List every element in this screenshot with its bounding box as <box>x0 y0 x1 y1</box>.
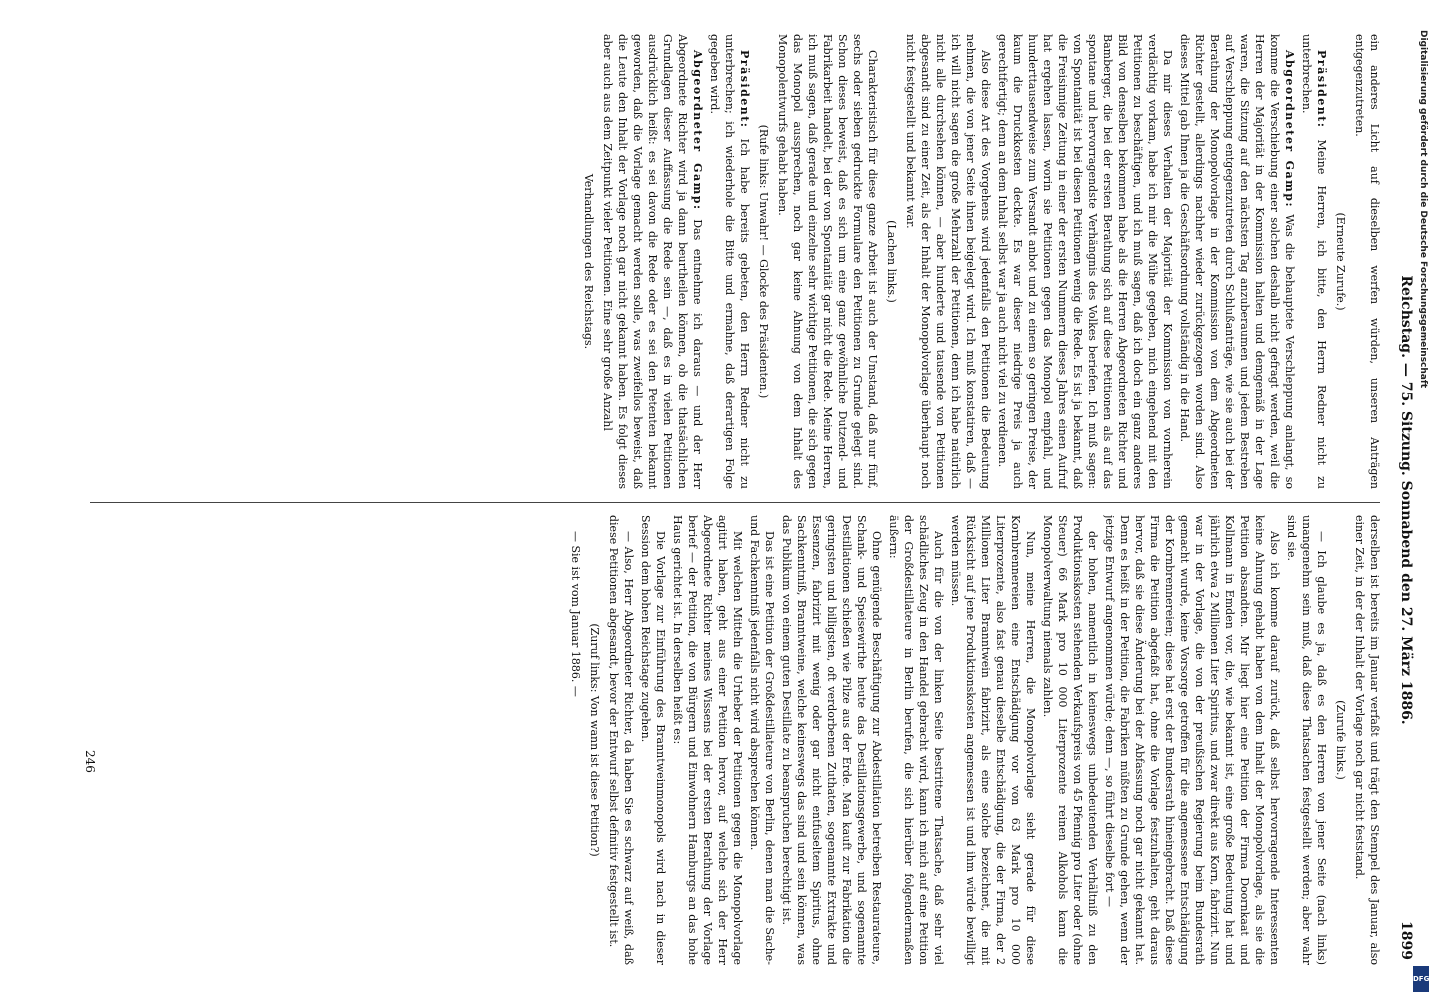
interjection: (Rufe links: Unwahr! — Glocke des Präsidenten.) <box>757 124 770 399</box>
side-credit-text: Digitalisierung gefördert durch die Deutsche Forschungsgemeinschaft <box>1418 30 1428 389</box>
interjection: (Zuruf links: Von wann ist diese Petition?) <box>588 623 601 857</box>
left-column <box>92 34 1382 489</box>
text-paragraph: Das ist eine Petition der Großdestillateure von Berlin, denen man die Sache- und Fachkenntniß jedenfalls nicht wird absprechen können. <box>748 515 776 965</box>
speaker-name: Präsident: <box>1315 50 1328 129</box>
speech-text: Meine Herren, ich bitte, den Herrn Redner nicht zu unterbrechen. <box>1300 34 1328 489</box>
page-footer-number: 246 <box>83 750 97 773</box>
speaker-name: Abgeordneter Gamp: <box>691 50 704 211</box>
speech-text: Was die behauptete Verschleppung anlangt, so komme die Verschiebung einer solchen deshalb nicht gefragt werden, weil die Herren der Majorität in der Kommission halten und demgemäß in der Lage waren, die Sitzung auf den nächsten Tag anzuberaumen und jedem Bestreben auf Verschleppung entgegenzutreten durch Schlußanträge, wie sie auch bei der Berathung der Monopolvorlage in der Kommission von dem Abgeordneten Richter gestellt, allerdings nachher wieder zurückgezogen worden sind. Also dieses Mittel gab Ihnen ja die Geschäftsordnung vollständig in die Hand. <box>1178 34 1296 489</box>
interjection: (Lachen links.) <box>885 220 898 303</box>
text-paragraph: Da mir dieses Verhalten der Majorität der Kommission von vornherein verdächtig vorkam, habe ich mir die Mühe gegeben, mich eingehend mit den Petitionen zu beschäftigen, und ich muß sagen, daß ich doch ein ganz anderes Bild von denselben bekommen habe als die Herren Abgeordneten Richter und Bamberger, die bei der ersten Berathung sich auf diese Petitionen als auf das spontane und hervorragendste Verhängnis des Volkes beriefen. Ich muß sagen: von Spontanität ist bei diesen Petitionen wenig die Rede. Es ist ja bekannt, daß die Freisinnige Zeitung in einer der ersten Nummern dieses Jahres einen Aufruf hat ergehen lassen, worin sie Petitionen gegen das Monopol empfahl, und hunderttausendweise zum Versandt anbot und zu einem so geringen Preise, der kaum die Druckkosten deckte. Es war dieser niedrige Preis ja auch gerechtfertigt; denn an dem Inhalt selbst war ja auch nicht viel zu verdienen. <box>996 34 1174 489</box>
text-paragraph: Die Vorlage zur Einführung des Branntweinmonopols wird nach in dieser Session dem hohen Reichstage zugehen. <box>639 515 667 965</box>
text-paragraph: derselben ist bereits im Januar verfaßt und trägt den Stempel des Januar, also einer Zeit, in der der Inhalt der Vorlage noch gar nicht feststand. <box>1353 515 1381 965</box>
dfg-logo: DFG <box>1413 966 1429 992</box>
column-footer: Verhandlungen des Reichstags. <box>582 173 595 350</box>
running-head <box>1392 40 1414 960</box>
speech-paragraph <box>1177 34 1297 489</box>
text-paragraph: — Also, Herr Abgeordneter Richter, da haben Sie es schwarz auf weiß, daß diese Petitionen abgesandt, bevor der Entwurf selbst definitiv festgestellt ist. <box>607 515 635 965</box>
column-divider <box>90 502 1380 503</box>
text-paragraph: Charakteristisch für diese ganze Arbeit ist auch der Umstand, daß nur fünf, sechs oder sieben gedruckte Formulare den Petitionen zu Grunde gelegt sind. Schon dieses beweist, daß es sich um eine ganz gewöhnliche Dutzend- und Fabrikarbeit handelt, bei der von Spontanität gar nicht die Rede. Meine Herren, ich muß sagen, daß gerade und einzelne sehr wichtige Petitionen, die sich gegen das Monopol aussprechen, noch gar keine Ahnung von dem Inhalt des Monopolentwurfs gehabt haben. <box>776 34 879 489</box>
text-paragraph: Also diese Art des Vorgehens wird jedenfalls den Petitionen die Bedeutung nehmen, die von jener Seite ihnen beigelegt wird. Ich muß konstatiren, daß — ich will nicht sagen die große Mehrzahl der Petitionen, denn ich habe natürlich nicht alle durchsehen können, — aber hunderte und tausende von Petitionen abgesandt sind zu einer Zeit, als der Inhalt der Monopolvorlage überhaupt noch nicht festgestellt und bekannt war. <box>904 34 992 489</box>
text-paragraph: der hohen, namentlich in keineswegs unbedeutenden Verhältniß zu den Produktionskosten stehenden Verkaufspreis von 45 Pfennig pro Liter oder (ohne Steuer) 66 Mark pro 10 000 Literprozente reinen Alkohols kann die Monopolverwaltung niemals zahlen. <box>1041 515 1099 965</box>
speech-text: Das entnehme ich daraus — und der Herr Abgeordnete Richter wird ja dann beurtheilen können, ob die thatsächlichen Grundlagen dieser Auffassung die Rede sein —, daß es in vielen Petitionen ausdrücklich heißt: es sei davon die Rede oder es sei den Petenten bekannt geworden, daß die Vorlage gemacht werden solle, was zweifellos beweist, daß die Leute den Inhalt der Vorlage noch gar nicht gekannt haben. Es folgt dieses aber auch aus dem Zeitpunkt vieler Petitionen. Eine sehr große Anzahl <box>601 34 704 489</box>
speech-paragraph <box>1299 34 1329 489</box>
text-paragraph: ein anderes Licht auf dieselben werfen würden, unseren Anträgen entgegenzutreten. <box>1353 34 1381 489</box>
text-paragraph: — Sie ist vom Januar 1886. — <box>569 531 582 697</box>
speech-paragraph <box>600 34 705 489</box>
running-head-page-number: 1899 <box>1398 921 1414 960</box>
speaker-name: Abgeordneter Gamp: <box>1283 50 1296 209</box>
text-paragraph: Nun, meine Herren, die Monopolvorlage sieht gerade für diese Kornbrennereien eine Entschädigung vor von 63 Mark pro 10 000 Literprozente, also fast genau dieselbe Entschädigung, die der Firma, der 2 Millionen Liter Branntwein fabrizirt, als eine solche bezeichnet, die mit Rücksicht auf jene Produktionskosten angemessen ist und ihm würde bewilligt werden müssen. <box>949 515 1037 965</box>
speaker-name: Präsident: <box>738 50 751 129</box>
side-credit <box>1414 30 1432 990</box>
text-paragraph: — Ich glaube es ja, daß es den Herren von jener Seite (nach links) unangenehm sein muß, daß diese Thatsachen festgestellt werden; aber wahr sind sie. <box>1285 515 1328 965</box>
right-column <box>482 515 1382 965</box>
text-paragraph: Also ich komme darauf zurück, daß selbst hervorragende Interessenten keine Ahnung gehabt haben von dem Inhalt der Monopolvorlage, als sie die Petition absandten. Mir liegt hier eine Petition der Firma Doornkaat und Kollmann in Emden vor, die, wie bekannt ist, eine große Bedeutung hat und jährlich etwa 2 Millionen Liter Spiritus, und zwar direkt aus Korn, fabrizirt. Nun war in der Vorlage, die von der preußischen Regierung beim Bundesrath gemacht wurde, keine Vorsorge getroffen für die angemessene Entschädigung der Kornbrennereien; diese hat erst der Bundesrath hineingebracht. Daß diese Firma die Petition abgefaßt hat, ohne die Vorlage festzuhalten, geht daraus hervor, daß sie diese Änderung bei der Abfassung noch gar nicht gekannt hat. Denn es heißt in der Petition, die Fabriken müßten zu Grunde gehen, wenn der jetzige Entwurf angenommen würde; denn —, so führt dieselbe fort — <box>1103 515 1281 965</box>
interjection: (Erneute Zurufe.) <box>1334 212 1347 311</box>
running-head-title: Reichstag. — 75. Sitzung. Sonnabend den 27. März 1886. <box>1398 275 1414 725</box>
speech-text: Ich habe bereits gebeten, den Herrn Redner nicht zu unterbrechen; ich wiederhole die Bitte und ermahne, daß derartigen Folge gegeben wird. <box>708 34 751 489</box>
speech-paragraph <box>707 34 752 489</box>
text-paragraph: Ohne genügende Beschäftigung zur Abdestillation betreiben Restaurateure, Schank- und Speisewirthe heute das Destillationsgewerbe, und sogenannte Destillationen schießen wie Pilze aus der Erde. Man kauft zur Fabrikation die geringsten und billigsten, oft verdorbenen Zuthaten, sogenannte Extrakte und Essenzen, fabrizirt mit wenig oder gar nicht entfuseltem Spiritus, ohne Sachkenntniß, Branntweine, welche keineswegs das sind und sein können, was das Publikum von einem guten Destillate zu beanspruchen berechtigt ist. <box>780 515 883 965</box>
text-paragraph: Mit welchen Mitteln die Urheber der Petitionen gegen die Monopolvorlage agitirt haben, geht aus einer Petition hervor, auf welche sich der Herr Abgeordnete Richter meines Wissens bei der ersten Berathung der Vorlage berief — der Petition, die von Bürgern und Einwohnern Hamburgs an das hohe Haus gerichtet ist. In derselben heißt es: <box>671 515 744 965</box>
text-paragraph: Auch für die von der linken Seite bestrittene Thatsache, daß sehr viel schädliches Zeug in den Handel gebracht wird, kann ich mich auf eine Petition der Großdestillateure in Berlin berufen, die sich hierüber folgendermaßen äußern: <box>887 515 945 965</box>
interjection: (Zurufe links.) <box>1334 700 1347 780</box>
